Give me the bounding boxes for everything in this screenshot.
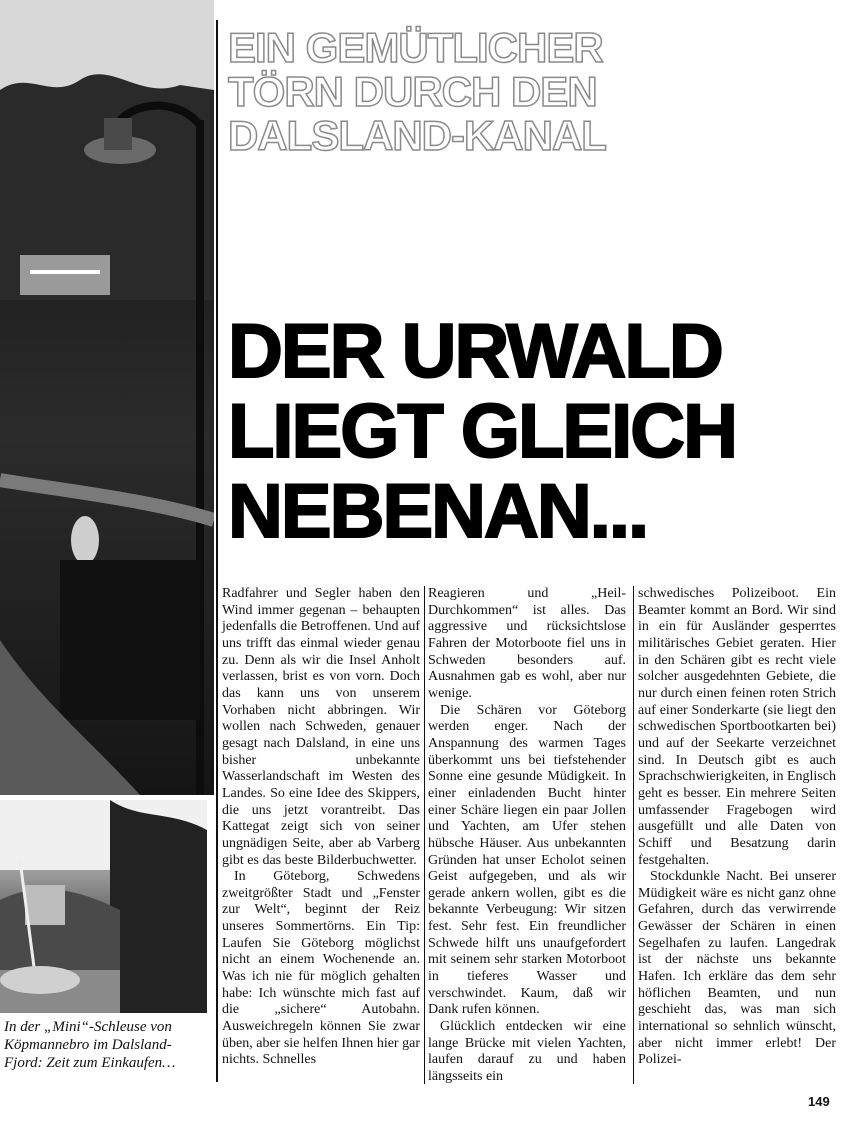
text-column-2 (428, 586, 626, 1086)
paragraph: schwedisches Polizeiboot. Ein Beamter kommt an Bord. Wir sind in ein für Ausländer gesperrtes militärisches Gebiet geraten. Hier in den Schären gibt es recht viele solcher ausgedehnten Gebiete, die nur durch einen feinen roten Strich auf einer Sonderkarte (sie liegt den schwedischen Sportbootkarten bei) und auf der Seekarte verzeichnet sind. In Deutsch gibt es auch Sprachschwierigkeiten, in Englisch geht es besser. Ein mehrere Seiten umfassender Fragebogen wird ausgefüllt und alle Daten von Schiff und Besatzung darin festgehalten. (638, 586, 836, 868)
text-column-3 (638, 586, 836, 1069)
headline-line: LIEGT GLEICH (228, 389, 736, 474)
headline-line: DER URWALD (228, 309, 722, 394)
paragraph: Glücklich entdecken wir eine lange Brücke mit vielen Yachten, laufen darauf zu und haben längsseits ein (428, 1019, 626, 1085)
paragraph: Reagieren und „Heil-Durchkommen“ ist alles. Das aggressive und rücksichtslose Fahren der Motorboote fiel uns in Schweden besonders auf. Ausnahmen gab es wohl, aber nur wenige. (428, 586, 626, 701)
paragraph: Die Schären vor Göteborg werden enger. Nach der Anspannung des warmen Tages überkommt uns bei tiefstehender Sonne eine gesunde Müdigkeit. In einer einladenden Bucht hinter einer Schäre liegen ein paar Jollen und Yachten, am Ufer stehen hübsche Häuser. Aus unbekannten Gründen hat unser Echolot seinen Geist aufgegeben, und als wir gerade ankern wollen, gibt es die bekannte Verbeugung: Wir sitzen fest. Sehr fest. Ein freundlicher Schwede hilft uns unaufgefordert mit seinem sehr starken Motorboot in tieferes Wasser und verschwindet. Kaum, daß wir Dank rufen können. (428, 702, 626, 1018)
main-headline (228, 309, 858, 554)
kicker-line: TÖRN DURCH DEN (228, 68, 597, 115)
photo-lock-koepmannebro (0, 800, 207, 1013)
text-column-1 (222, 586, 420, 1069)
kicker-headline (228, 26, 848, 158)
page-number: 149 (808, 1094, 830, 1109)
paragraph: Stockdunkle Nacht. Bei unserer Müdigkeit wäre es nicht ganz ohne Gefahren, durch das verwirrende Gewässer der Schären in einen Segelhafen zu laufen. Langedrak ist der nächste uns bekannte Hafen. Ich erkläre das dem sehr höflichen Beamten, und nun geschieht das, was man sich international so sehnlich wünscht, aber nicht immer erlebt! Der Polizei- (638, 869, 836, 1068)
kicker-line: EIN GEMÜTLICHER (228, 24, 603, 71)
photo-caption: In der „Mini“-Schleuse von Köpmannebro im Dalsland-Fjord: Zeit zum Einkaufen… (4, 1019, 176, 1071)
headline-line: NEBENAN... (228, 469, 648, 554)
paragraph: Radfahrer und Segler haben den Wind immer gegenan – behaupten jedenfalls die Betroffenen. Und auf uns trifft das einmal wieder genau zu. Denn als wir die Insel Anholt verlassen, brist es von vorn. Doch das kann uns von unserem Vorhaben nicht abbringen. Wir wollen nach Schweden, genauer gesagt nach Dalsland, in eine uns bisher unbekannte Wasserlandschaft im Westen des Landes. So eine Idee des Skippers, die uns jetzt vorantreibt. Das Kattegat zeigt sich von seiner ungnädigen Seite, aber ab Varberg gibt es das beste Bilderbuchwetter. (222, 586, 420, 868)
column-rule (633, 586, 634, 1084)
paragraph: In Göteborg, Schwedens zweitgrößter Stadt und „Fenster zur Welt“, beginnt der Reiz unseres Sommertörns. Ein Tip: Laufen Sie Göteborg möglichst nicht an einem Wochenende an. Was ich nie für möglich gehalten habe: Ich wünschte mich fast auf die „sichere“ Autobahn. Ausweichregeln können Sie zwar üben, aber sie helfen Ihnen hier gar nichts. Schnelles (222, 869, 420, 1068)
column-rule (424, 586, 425, 1084)
photo-top-lantern-forest (0, 0, 214, 795)
gutter-rule (216, 20, 218, 1082)
kicker-line: DALSLAND-KANAL (228, 112, 606, 159)
